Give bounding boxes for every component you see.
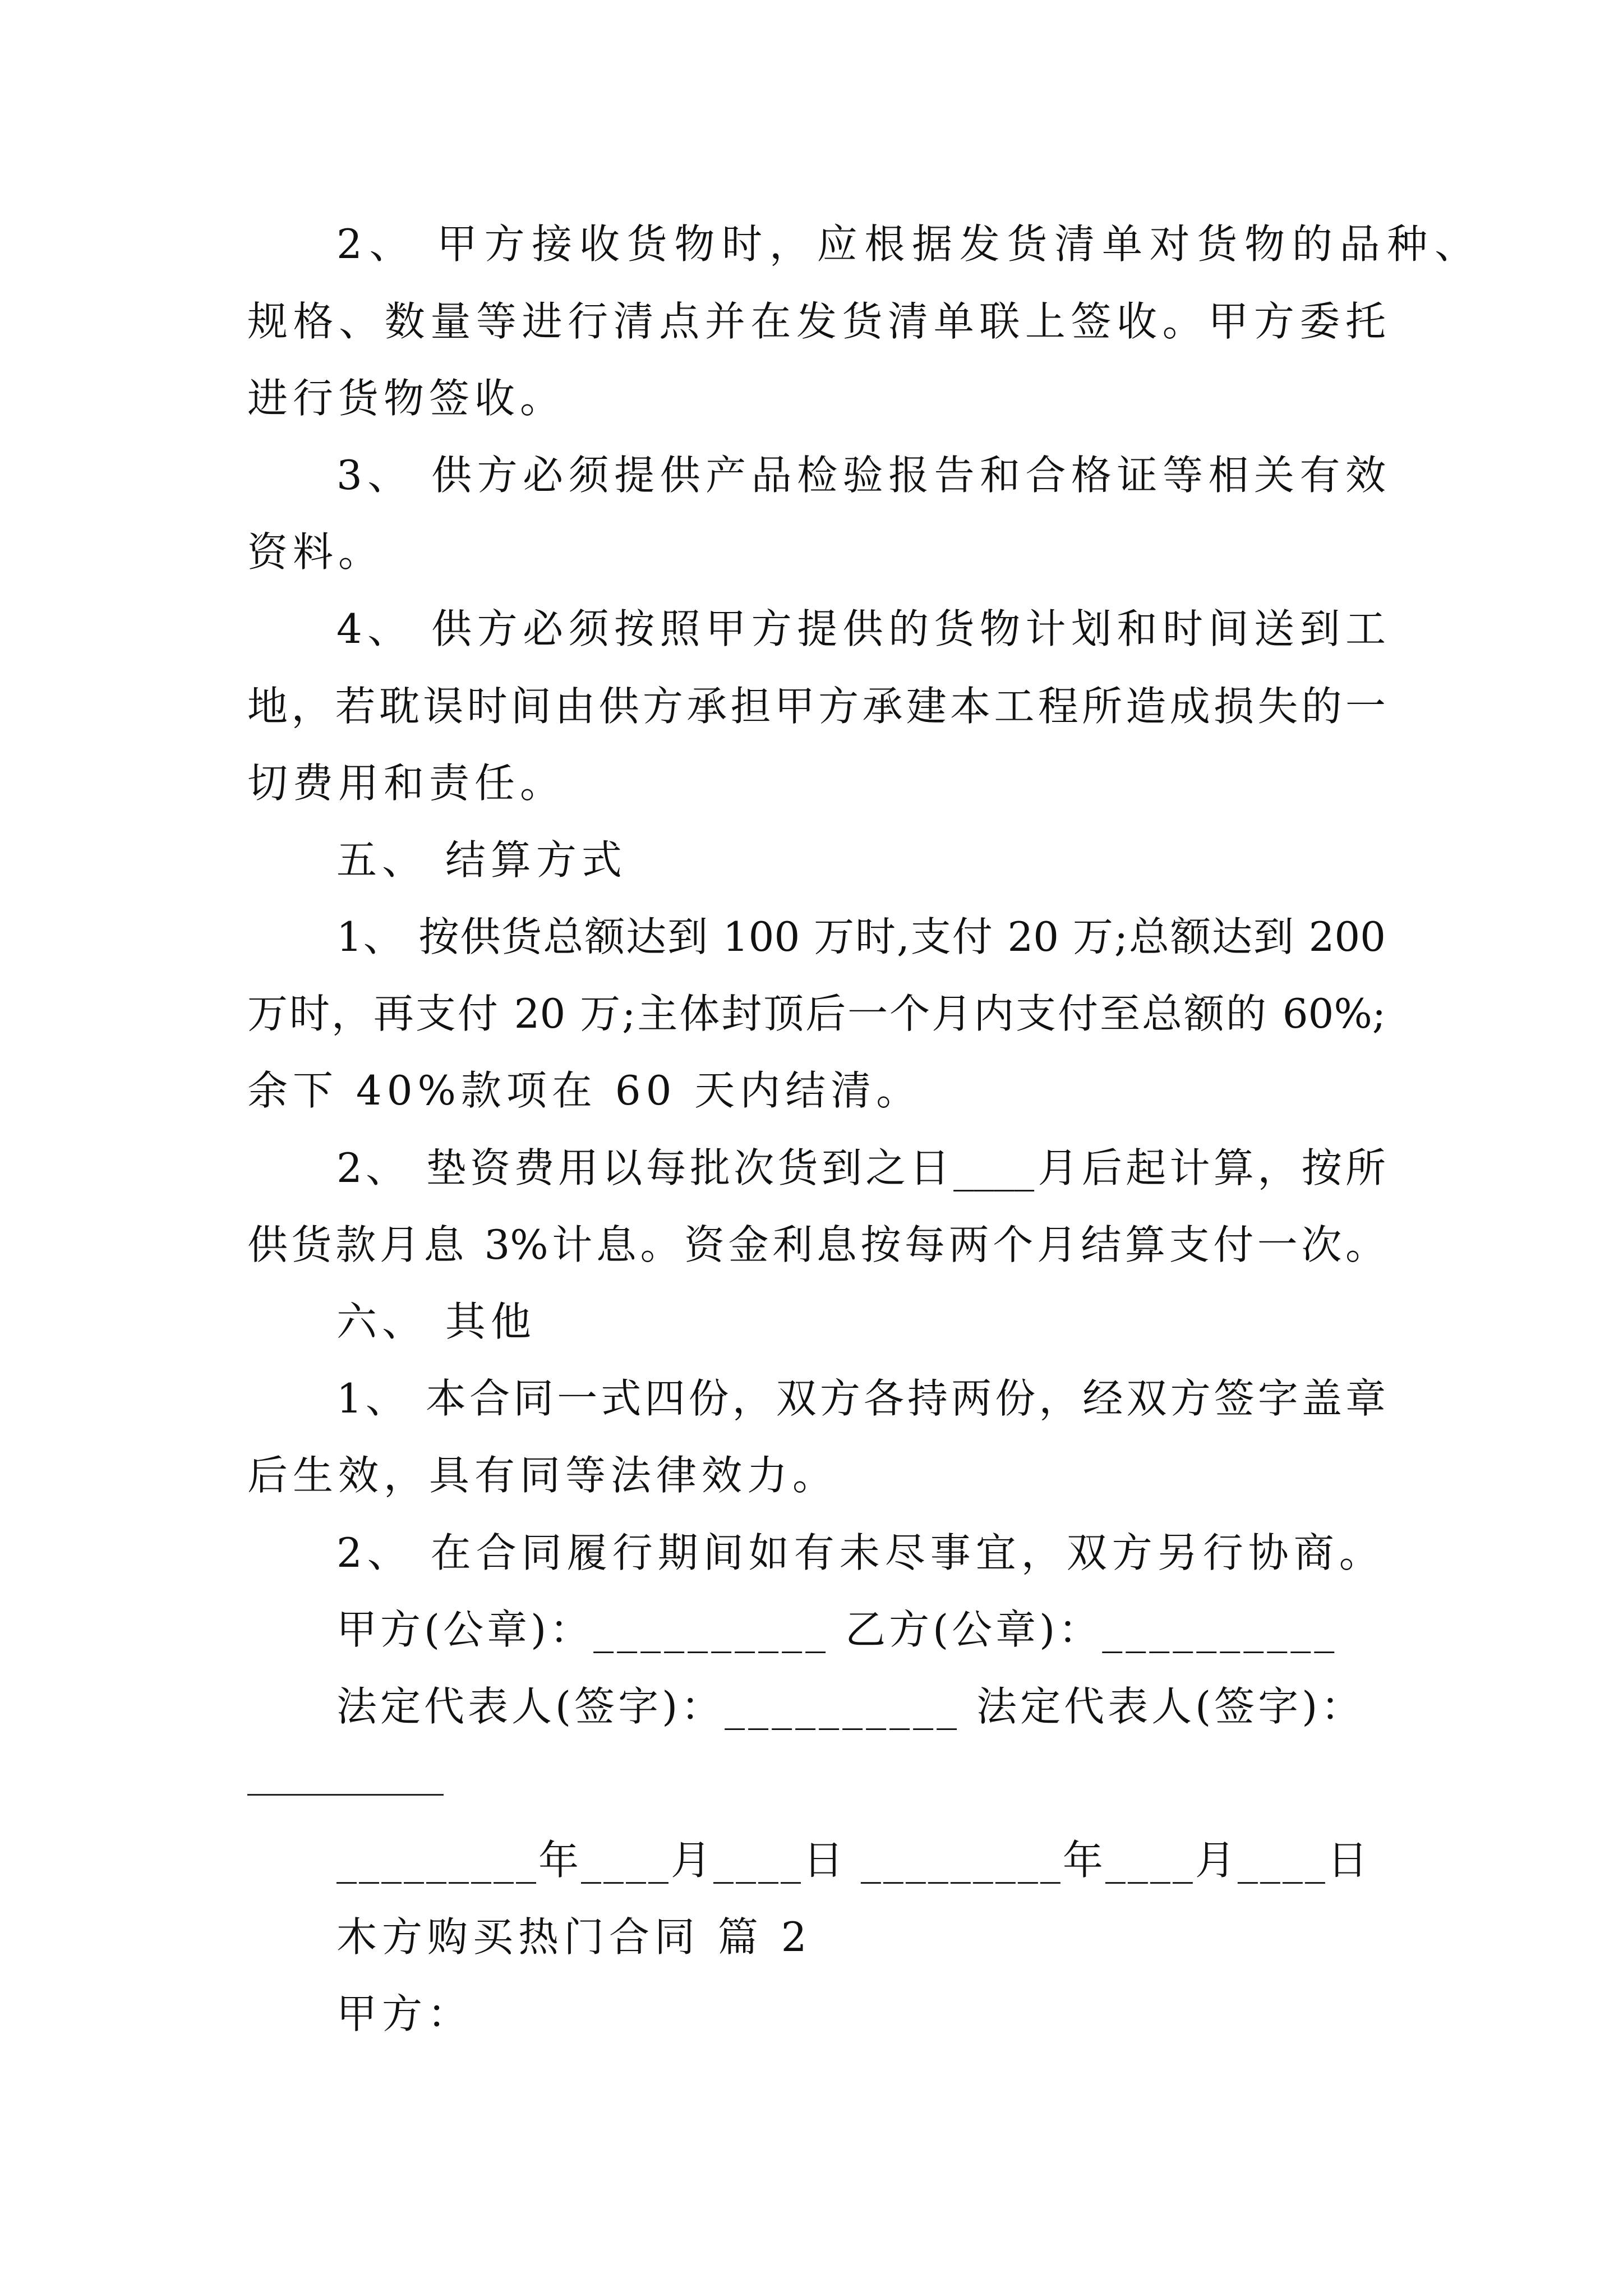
- paragraph-line: 切费用和责任。: [247, 760, 566, 807]
- paragraph-line: 后生效，具有同等法律效力。: [247, 1452, 838, 1499]
- section-heading: 六、 其他: [336, 1298, 536, 1345]
- paragraph-line: 4、 供方必须按照甲方提供的货物计划和时间送到工: [336, 605, 1386, 652]
- signature-line-representative: 法定代表人(签字)：__________ 法定代表人(签字)：: [336, 1683, 1365, 1730]
- paragraph-line: 供货款月息 3%计息。资金利息按每两个月结算支付一次。: [247, 1221, 1386, 1268]
- paragraph-line: 余下 40%款项在 60 天内结清。: [247, 1067, 922, 1114]
- date-line: _________年____月____日 _________年____月____日: [336, 1837, 1370, 1884]
- signature-line-seal: 甲方(公章)：__________ 乙方(公章)：__________: [336, 1606, 1338, 1653]
- paragraph-line: 2、 在合同履行期间如有未尽事宜，双方另行协商。: [336, 1529, 1385, 1576]
- paragraph-line: 资料。: [247, 528, 384, 576]
- signature-blank-line: [247, 1794, 444, 1796]
- paragraph-line: 进行货物签收。: [247, 375, 566, 422]
- paragraph-line: 规格、数量等进行清点并在发货清单联上签收。甲方委托: [247, 298, 1386, 345]
- paragraph-line: 3、 供方必须提供产品检验报告和合格证等相关有效: [336, 452, 1386, 499]
- section-heading: 五、 结算方式: [336, 836, 627, 884]
- paragraph-line: 1、 本合同一式四份，双方各持两份，经双方签字盖章: [336, 1375, 1386, 1422]
- paragraph-line: 地，若耽误时间由供方承担甲方承建本工程所造成损失的一: [247, 683, 1386, 730]
- paragraph-line: 1、 按供货总额达到 100 万时,支付 20 万;总额达到 200: [336, 913, 1386, 960]
- paragraph-line: 2、 甲方接收货物时，应根据发货清单对货物的品种、: [336, 220, 1475, 268]
- party-a-label: 甲方：: [336, 1990, 473, 2037]
- paragraph-line: 万时，再支付 20 万;主体封顶后一个月内支付至总额的 60%;: [247, 990, 1386, 1037]
- paragraph-line: 2、 垫资费用以每批次货到之日____月后起计算，按所: [336, 1144, 1386, 1191]
- section-title: 木方购买热门合同 篇 2: [336, 1913, 812, 1961]
